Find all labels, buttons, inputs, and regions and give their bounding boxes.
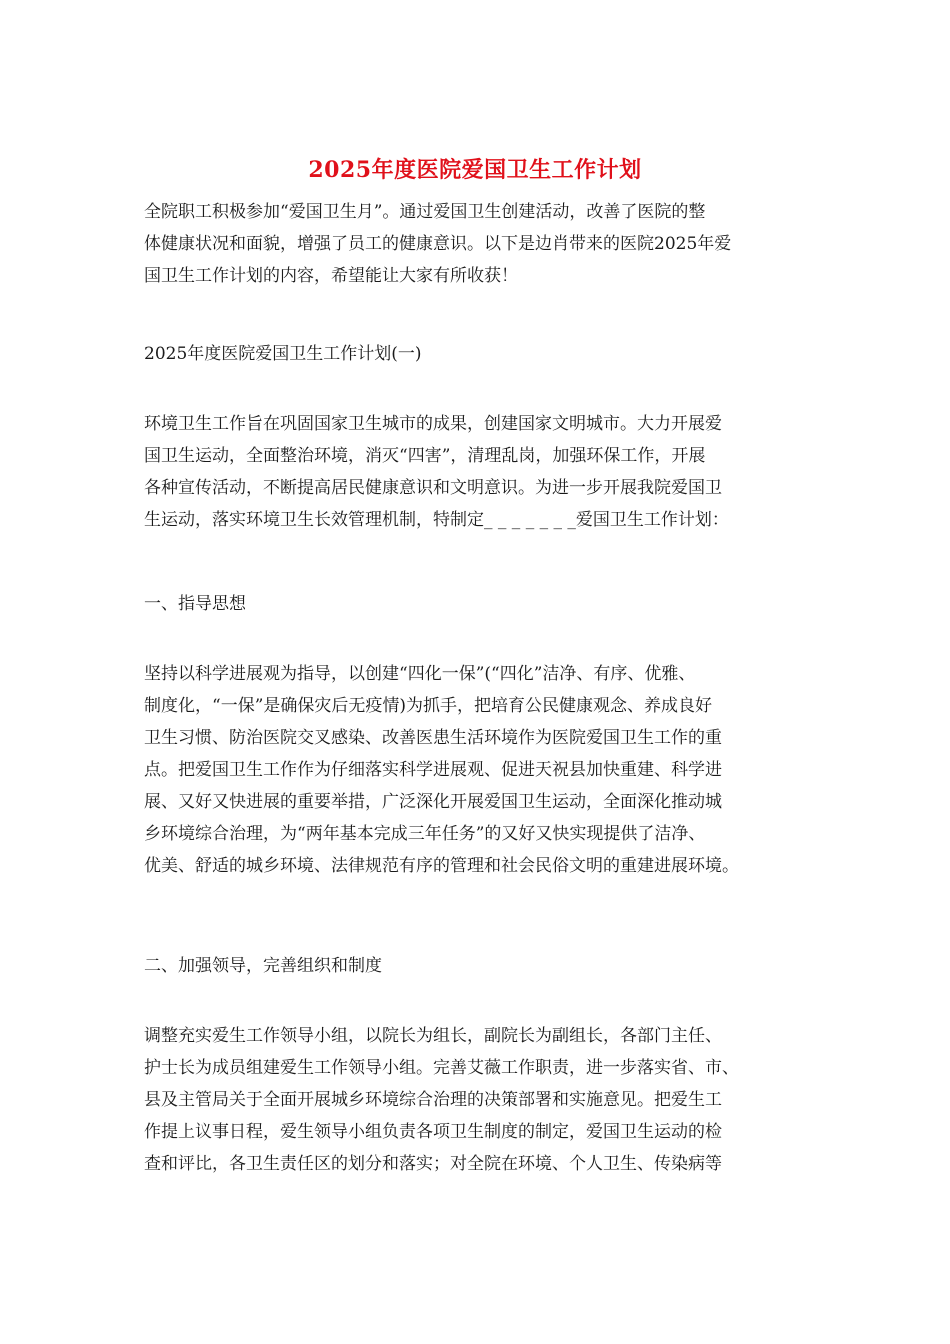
text-line: 点。把爱国卫生工作作为仔细落实科学进展观、促进天祝县加快重建、科学进 [144, 760, 722, 780]
text-line: 二、加强领导，完善组织和制度 [144, 956, 382, 976]
section2-heading [144, 950, 824, 982]
section2-body [144, 1020, 824, 1180]
text-line: 调整充实爱生工作领导小组，以院长为组长，副院长为副组长，各部门主任、 [144, 1026, 722, 1046]
text-line: 一、指导思想 [144, 594, 246, 614]
text-line: 坚持以科学进展观为指导，以创建“四化一保”(“四化”洁净、有序、优雅、 [144, 664, 696, 684]
text-line: 县及主管局关于全面开展城乡环境综合治理的决策部署和实施意见。把爱生工 [144, 1090, 722, 1110]
text-line: 护士长为成员组建爱生工作领导小组。完善艾薇工作职责，进一步落实省、市、 [144, 1058, 739, 1078]
environment-paragraph [144, 408, 824, 536]
section1-body [144, 658, 824, 882]
document-title: 2025年度医院爱国卫生工作计划 [308, 157, 642, 183]
text-line: 国卫生工作计划的内容，希望能让大家有所收获！ [144, 266, 518, 286]
text-line: 作提上议事日程，爱生领导小组负责各项卫生制度的制定，爱国卫生运动的检 [144, 1122, 722, 1142]
text-line: 优美、舒适的城乡环境、法律规范有序的管理和社会民俗文明的重建进展环境。 [144, 856, 739, 876]
text-line: 2025年度医院爱国卫生工作计划(一) [144, 344, 422, 364]
text-line: 制度化，“一保”是确保灾后无疫情)为抓手，把培育公民健康观念、养成良好 [144, 696, 713, 716]
section1-heading [144, 588, 824, 620]
text-line: 全院职工积极参加“爱国卫生月”。通过爱国卫生创建活动，改善了医院的整 [144, 202, 706, 222]
text-line: 环境卫生工作旨在巩固国家卫生城市的成果，创建国家文明城市。大力开展爱 [144, 414, 722, 434]
text-line: 生运动，落实环境卫生长效管理机制，特制定_ _ _ _ _ _ _爱国卫生工作计划： [144, 510, 729, 530]
plan-subtitle [144, 338, 824, 370]
text-line: 查和评比，各卫生责任区的划分和落实；对全院在环境、个人卫生、传染病等 [144, 1154, 722, 1174]
text-line: 各种宣传活动，不断提高居民健康意识和文明意识。为进一步开展我院爱国卫 [144, 478, 722, 498]
text-line: 卫生习惯、防治医院交叉感染、改善医患生活环境作为医院爱国卫生工作的重 [144, 728, 722, 748]
intro-paragraph [144, 196, 824, 292]
text-line: 展、又好又快进展的重要举措，广泛深化开展爱国卫生运动，全面深化推动城 [144, 792, 722, 812]
text-line: 国卫生运动，全面整治环境，消灭“四害”，清理乱岗，加强环保工作，开展 [144, 446, 706, 466]
text-line: 乡环境综合治理，为“两年基本完成三年任务”的又好又快实现提供了洁净、 [144, 824, 706, 844]
text-line: 体健康状况和面貌，增强了员工的健康意识。以下是边肖带来的医院2025年爱 [144, 234, 732, 254]
